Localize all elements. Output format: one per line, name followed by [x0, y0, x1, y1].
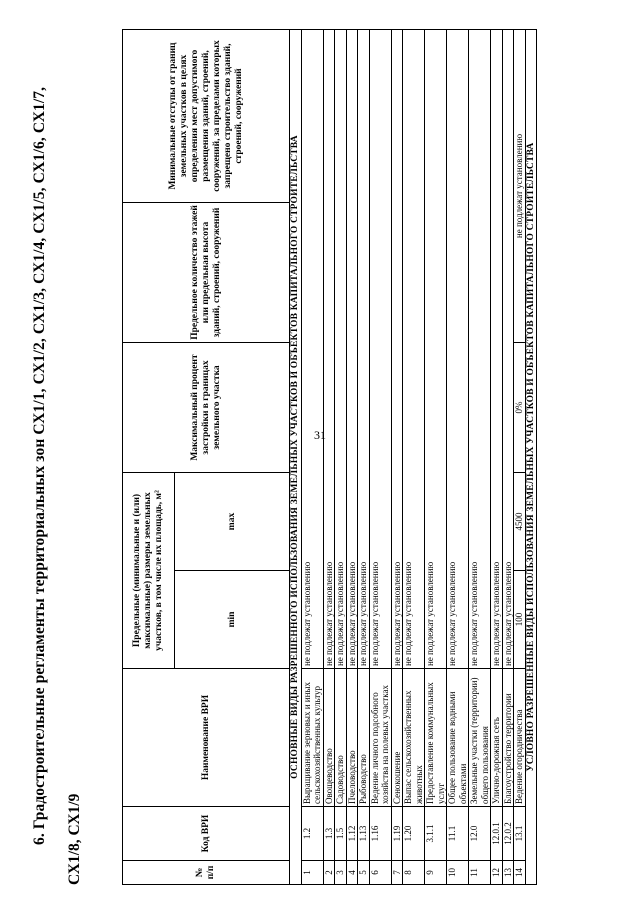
header-name: Наименование ВРИ	[123, 669, 290, 807]
section-row	[290, 30, 302, 885]
table-row	[469, 30, 491, 885]
row-num: 7	[391, 861, 403, 885]
row-num: 6	[369, 861, 391, 885]
row-name: Овощеводство	[323, 669, 335, 807]
table-row	[403, 30, 425, 885]
header-sizes	[123, 473, 175, 669]
row-name: Предоставление коммунальных услуг	[425, 669, 447, 807]
row-num: 13	[502, 861, 514, 885]
row-code: 1.16	[369, 807, 391, 861]
table-row	[358, 30, 370, 885]
row-num: 10	[447, 861, 469, 885]
row-num: 5	[358, 861, 370, 885]
table-row	[323, 30, 335, 885]
document-title	[14, 35, 66, 845]
row-code: 12.0.2	[502, 807, 514, 861]
title-line-1: 6. Градостроительные регламенты территориальных зон СХ1/1, СХ1/2, СХ1/3, СХ1/4, СХ1/5, СХ1/6, СХ1/7,	[31, 86, 48, 845]
row-name: Общее пользование водными объектами	[447, 669, 469, 807]
row-name: Ведение личного подсобного хозяйства на полевых участках	[369, 669, 391, 807]
title-line-2: СХ1/8, СХ1/9	[66, 793, 83, 885]
table-row	[346, 30, 358, 885]
row-name: Садоводство	[335, 669, 347, 807]
row-name: Пчеловодство	[346, 669, 358, 807]
row-rest: не подлежат установлению	[514, 30, 526, 343]
row-value: не подлежат установлению	[346, 30, 358, 669]
row-num: 3	[335, 861, 347, 885]
table-row	[514, 30, 526, 885]
row-name: Улично-дорожная сеть	[491, 669, 503, 807]
row-num: 8	[403, 861, 425, 885]
row-num: 2	[323, 861, 335, 885]
row-code: 1.3	[323, 807, 335, 861]
row-name: Выращивание зерновых и иных сельскохозяйственных культур	[301, 669, 323, 807]
row-name: Ведение огородничества	[514, 669, 526, 807]
row-value: не подлежат установлению	[491, 30, 503, 669]
row-code: 13.1	[514, 807, 526, 861]
row-value: не подлежат установлению	[301, 30, 323, 669]
header-sizes-text: Предельные (минимальные и (или) максимальные) размеры земельных участков, в том числе их площадь, м²	[132, 490, 164, 651]
row-coverage: 0%	[514, 343, 526, 473]
row-name: Выпас сельскохозяйственных животных	[403, 669, 425, 807]
row-code: 1.13	[358, 807, 370, 861]
page-number: 31	[314, 428, 326, 442]
header-max: max	[175, 473, 290, 571]
regulations-table	[122, 29, 537, 885]
row-code: 3.1.1	[425, 807, 447, 861]
header-min: min	[175, 571, 290, 669]
row-name: Рыбоводство	[358, 669, 370, 807]
row-value: не подлежат установлению	[335, 30, 347, 669]
row-value: не подлежат установлению	[403, 30, 425, 669]
row-code: 1.2	[301, 807, 323, 861]
table-row	[391, 30, 403, 885]
section-conditional: УСЛОВНО РАЗРЕШЕННЫЕ ВИДЫ ИСПОЛЬЗОВАНИЯ ЗЕМЕЛЬНЫХ УЧАСТКОВ И ОБЪЕКТОВ КАПИТАЛЬНОГО СТРОИТЕЛЬСТВА	[525, 30, 537, 885]
row-value: не подлежат установлению	[502, 30, 514, 669]
row-code: 1.20	[403, 807, 425, 861]
row-value: не подлежат установлению	[323, 30, 335, 669]
row-value: не подлежат установлению	[425, 30, 447, 669]
row-name: Земельные участки (территории) общего пользования	[469, 669, 491, 807]
row-min: 100	[514, 571, 526, 669]
row-value: не подлежат установлению	[391, 30, 403, 669]
table-row	[425, 30, 447, 885]
table-row	[447, 30, 469, 885]
table-row	[502, 30, 514, 885]
row-num: 12	[491, 861, 503, 885]
row-value: не подлежат установлению	[469, 30, 491, 669]
row-code: 1.19	[391, 807, 403, 861]
row-code: 12.0	[469, 807, 491, 861]
section-main: ОСНОВНЫЕ ВИДЫ РАЗРЕШЕННОГО ИСПОЛЬЗОВАНИЯ ЗЕМЕЛЬНЫХ УЧАСТКОВ И ОБЪЕКТОВ КАПИТАЛЬНОГО СТРОИТЕЛЬСТВА	[290, 30, 302, 885]
row-value: не подлежат установлению	[447, 30, 469, 669]
row-name: Сенокошение	[391, 669, 403, 807]
row-value: не подлежат установлению	[369, 30, 391, 669]
row-code: 1.5	[335, 807, 347, 861]
table-row	[491, 30, 503, 885]
row-num: 9	[425, 861, 447, 885]
header-code: Код ВРИ	[123, 807, 290, 861]
table-row	[335, 30, 347, 885]
row-value: не подлежат установлению	[358, 30, 370, 669]
header-coverage: Максимальный процент застройки в границах земельного участка	[123, 343, 290, 473]
row-code: 11.1	[447, 807, 469, 861]
table-row	[369, 30, 391, 885]
row-name: Благоустройство территории	[502, 669, 514, 807]
row-max: 4500	[514, 473, 526, 571]
row-num: 1	[301, 861, 323, 885]
header-num: № п/п	[123, 861, 290, 885]
row-num: 11	[469, 861, 491, 885]
row-num: 14	[514, 861, 526, 885]
table-row	[301, 30, 323, 885]
section-row	[525, 30, 537, 885]
row-code: 12.0.1	[491, 807, 503, 861]
row-num: 4	[346, 861, 358, 885]
row-code: 1.12	[346, 807, 358, 861]
header-setbacks: Минимальные отступы от границ земельных участков в целях определения мест допустимого размещения зданий, строений, сооружений, за пределами которых запрещено строительство зданий, строений, сооружений	[123, 30, 290, 203]
header-floors: Предельное количество этажей или предельная высота зданий, строений, сооружений	[123, 203, 290, 343]
